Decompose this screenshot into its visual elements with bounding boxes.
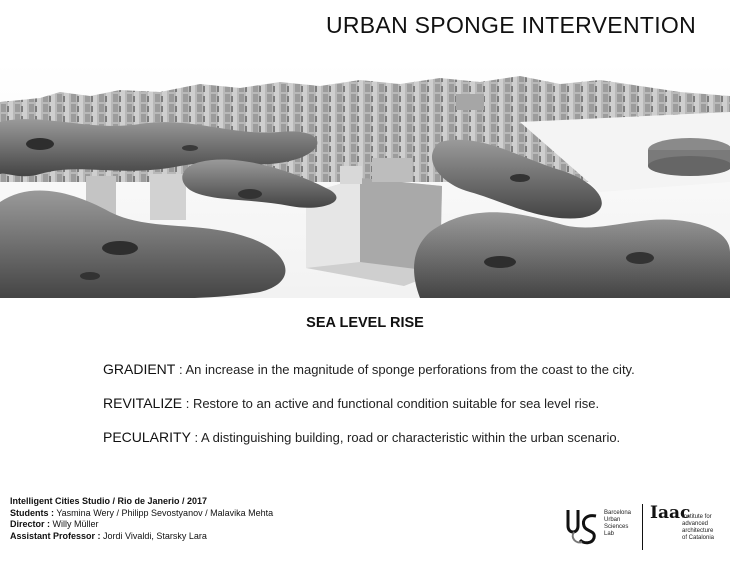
ucs-logo-icon (564, 506, 600, 546)
iaac-logo-text (682, 514, 714, 542)
logos (564, 500, 724, 556)
assistant-names: Jordi Vivaldi, Starsky Lara (103, 530, 207, 541)
page-title: URBAN SPONGE INTERVENTION (325, 12, 696, 38)
definition-separator: : (175, 362, 186, 377)
section-title: SEA LEVEL RISE (306, 315, 424, 331)
iaac-line: Institute for (682, 514, 712, 520)
definition-term: REVITALIZE (103, 395, 183, 411)
definition-text: An increase in the magnitude of sponge perforations from the coast to the city. (185, 362, 635, 377)
definition-gradient (103, 361, 643, 395)
ucs-logo-text (604, 510, 631, 538)
definition-text: Restore to an active and functional condition suitable for sea level rise. (192, 396, 600, 411)
definition-separator: : (190, 430, 202, 445)
ucs-line: Sciences (604, 524, 629, 530)
studio-line: Intelligent Cities Studio / Rio de Janerio / 2017 (10, 496, 208, 506)
logo-divider (642, 504, 643, 550)
city-sponge-render (0, 62, 730, 298)
director-name: Willy Müller (52, 519, 99, 529)
iaac-line: of Catalonia (682, 535, 715, 541)
definition-revitalize (103, 395, 643, 429)
iaac-logo-mark: Iaac (650, 503, 691, 523)
credits-block (10, 496, 370, 542)
students-label: Students : (10, 507, 54, 518)
ucs-line: Barcelona (604, 510, 632, 516)
iaac-line: advanced (682, 521, 709, 527)
students-names: Yasmina Wery / Philipp Sevostyanov / Malavika Mehta (56, 507, 274, 518)
definition-term: PECULARITY (103, 429, 191, 445)
definition-term: GRADIENT (103, 361, 176, 377)
ucs-line: Lab (604, 531, 615, 537)
assistant-label: Assistant Professor : (10, 530, 101, 541)
definitions-list (103, 361, 643, 463)
ucs-line: Urban (604, 517, 621, 523)
director-label: Director : (10, 519, 51, 529)
iaac-line: architecture (682, 528, 714, 534)
definition-separator: : (182, 396, 193, 411)
definition-pecularity (103, 429, 643, 463)
definition-text: A distinguishing building, road or characteristic within the urban scenario. (201, 430, 621, 445)
